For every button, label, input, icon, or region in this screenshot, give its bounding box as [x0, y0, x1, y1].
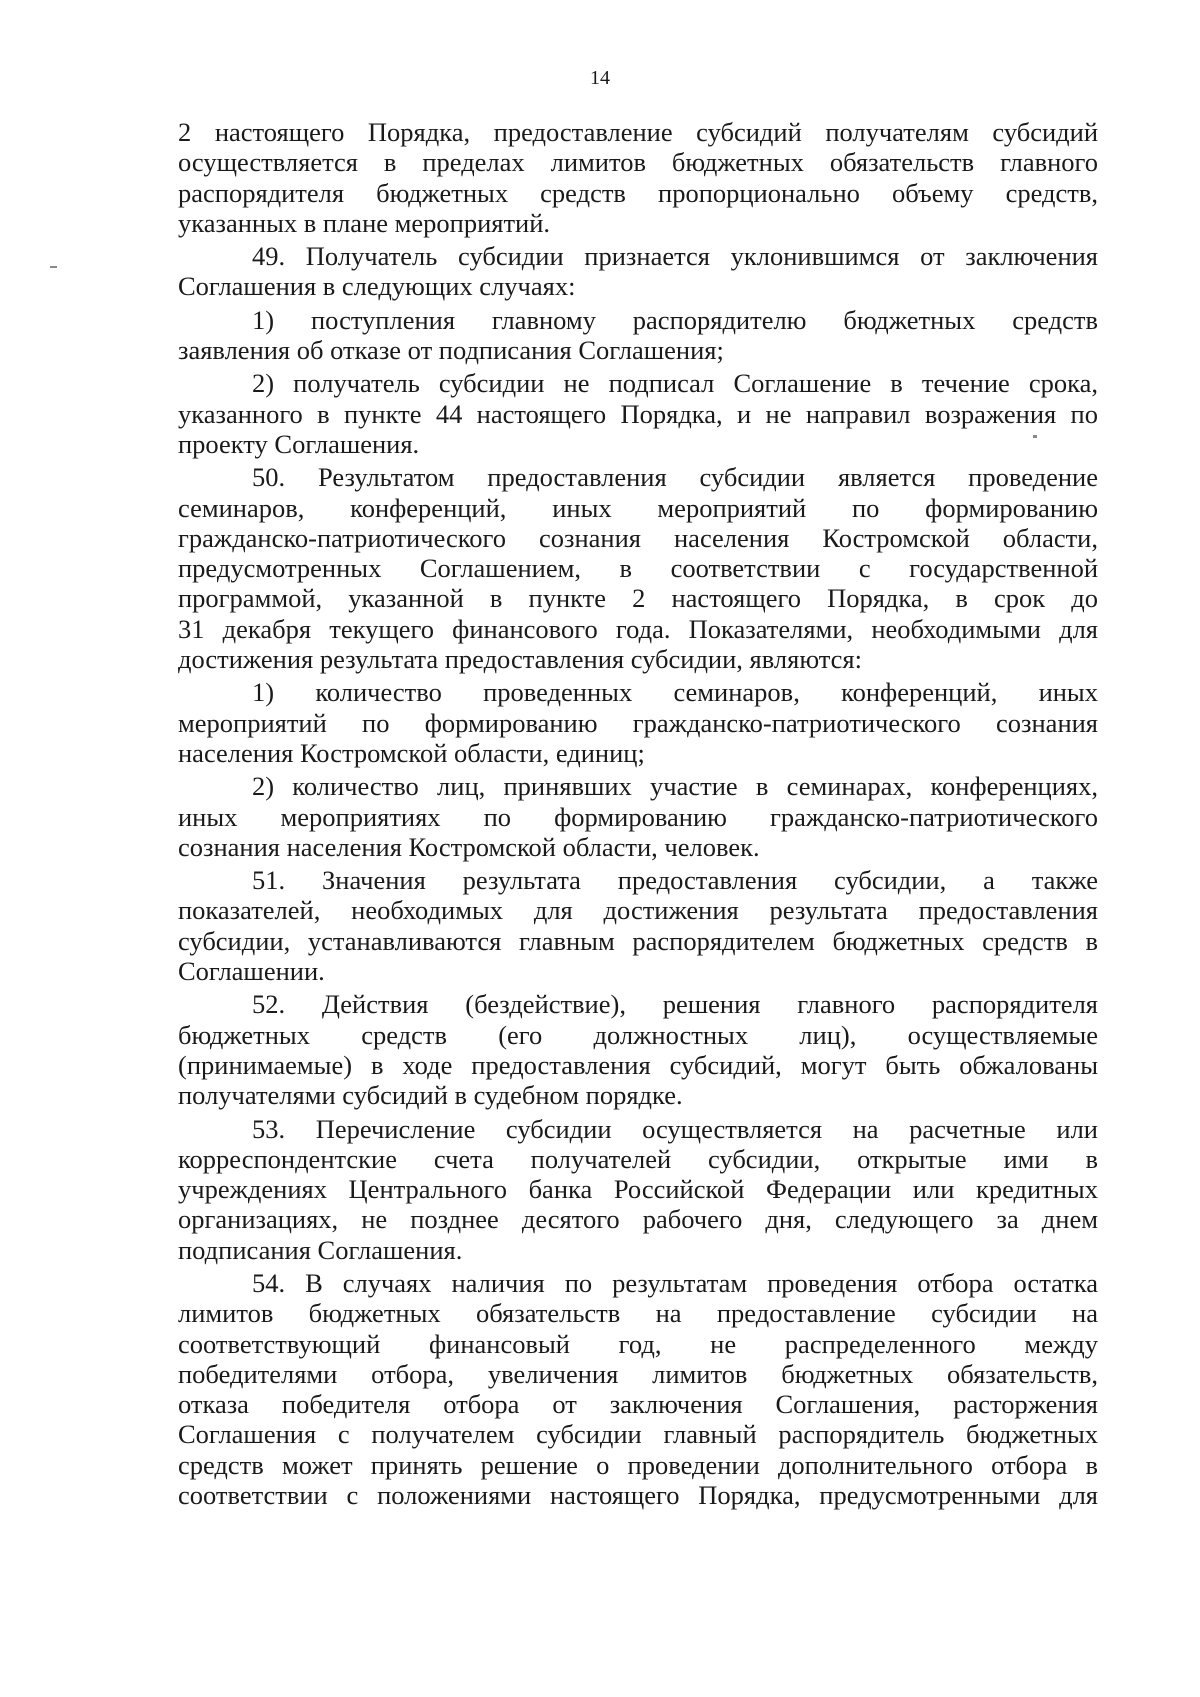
document-body [178, 117, 1098, 1510]
text-line: распорядителя бюджетных средств пропорционально объему средств, [178, 177, 1098, 208]
text-line: гражданско-патриотического сознания населения Костромской области, [178, 522, 1098, 553]
text-line: указанного в пункте 44 настоящего Порядка, и не направил возражения по [178, 398, 1098, 429]
text-line: 2) количество лиц, принявших участие в семинарах, конференциях, [252, 771, 1098, 802]
text-line: соответствии с положениями настоящего Порядка, предусмотренными для [178, 1480, 1098, 1511]
text-line: 50. Результатом предоставления субсидии является проведение [252, 462, 1098, 493]
text-line: 49. Получатель субсидии признается уклонившимся от заключения [252, 241, 1098, 272]
text-line: 31 декабря текущего финансового года. Показателями, необходимыми для [178, 613, 1098, 644]
page-number: 14 [590, 67, 610, 89]
text-line: Соглашении. [178, 956, 325, 987]
paragraph-p-50 [178, 462, 1098, 674]
paragraph-p-54 [178, 1268, 1098, 1510]
text-line: учреждениях Центрального банка Российской Федерации или кредитных [178, 1174, 1098, 1205]
paragraph-p-continuation [178, 117, 1098, 238]
text-line: 53. Перечисление субсидии осуществляется на расчетные или [252, 1113, 1098, 1144]
text-line: бюджетных средств (его должностных лиц), осуществляемые [178, 1019, 1098, 1050]
text-line: достижения результата предоставления субсидии, являются: [178, 644, 862, 675]
paragraph-p-50-2 [178, 771, 1098, 862]
text-line: 1) количество проведенных семинаров, конференций, иных [252, 677, 1098, 708]
text-line: 2) получатель субсидии не подписал Соглашение в течение срока, [252, 368, 1098, 399]
text-line: населения Костромской области, единиц; [178, 737, 645, 768]
text-line: семинаров, конференций, иных мероприятий по формированию [178, 492, 1098, 523]
text-line: мероприятий по формированию гражданско-патриотического сознания [178, 707, 1098, 738]
paragraph-p-49-1 [178, 305, 1098, 366]
text-line: 1) поступления главному распорядителю бюджетных средств [252, 304, 1098, 335]
text-line: (принимаемые) в ходе предоставления субсидий, могут быть обжалованы [178, 1049, 1098, 1080]
text-line: заявления об отказе от подписания Соглашения; [178, 335, 724, 366]
text-line: организациях, не позднее десятого рабочего дня, следующего за днем [178, 1204, 1098, 1235]
paragraph-p-53 [178, 1114, 1098, 1265]
text-line: Соглашения в следующих случаях: [178, 271, 576, 302]
scan-speck [50, 266, 57, 268]
paragraph-p-50-1 [178, 677, 1098, 768]
text-line: 52. Действия (бездействие), решения главного распорядителя [252, 989, 1098, 1020]
text-line: осуществляется в пределах лимитов бюджетных обязательств главного [178, 147, 1098, 178]
text-line: программой, указанной в пункте 2 настоящего Порядка, в срок до [178, 583, 1098, 614]
text-line: средств может принять решение о проведении дополнительного отбора в [178, 1449, 1098, 1480]
text-line: отказа победителя отбора от заключения Соглашения, расторжения [178, 1389, 1098, 1420]
text-line: сознания населения Костромской области, человек. [178, 831, 760, 862]
paragraph-p-49-2 [178, 368, 1098, 459]
text-line: победителями отбора, увеличения лимитов бюджетных обязательств, [178, 1358, 1098, 1389]
text-line: указанных в плане мероприятий. [178, 207, 551, 238]
text-line: 54. В случаях наличия по результатам проведения отбора остатка [252, 1267, 1098, 1298]
text-line: показателей, необходимых для достижения результата предоставления [178, 895, 1098, 926]
paragraph-p-51 [178, 865, 1098, 986]
text-line: подписания Соглашения. [178, 1234, 463, 1265]
text-line: 51. Значения результата предоставления субсидии, а также [252, 865, 1098, 896]
paragraph-p-52 [178, 989, 1098, 1110]
paragraph-p-49 [178, 241, 1098, 302]
text-line: лимитов бюджетных обязательств на предоставление субсидии на [178, 1298, 1098, 1329]
text-line: иных мероприятиях по формированию гражданско-патриотического [178, 801, 1098, 832]
text-line: Соглашения с получателем субсидии главный распорядитель бюджетных [178, 1419, 1098, 1450]
text-line: получателями субсидий в судебном порядке. [178, 1080, 683, 1111]
text-line: корреспондентские счета получателей субсидии, открытые ими в [178, 1143, 1098, 1174]
text-line: предусмотренных Соглашением, в соответствии с государственной [178, 553, 1098, 584]
text-line: 2 настоящего Порядка, предоставление субсидий получателям субсидий [178, 117, 1098, 147]
text-line: проекту Соглашения. [178, 428, 420, 459]
text-line: субсидии, устанавливаются главным распорядителем бюджетных средств в [178, 925, 1098, 956]
text-line: соответствующий финансовый год, не распределенного между [178, 1328, 1098, 1359]
